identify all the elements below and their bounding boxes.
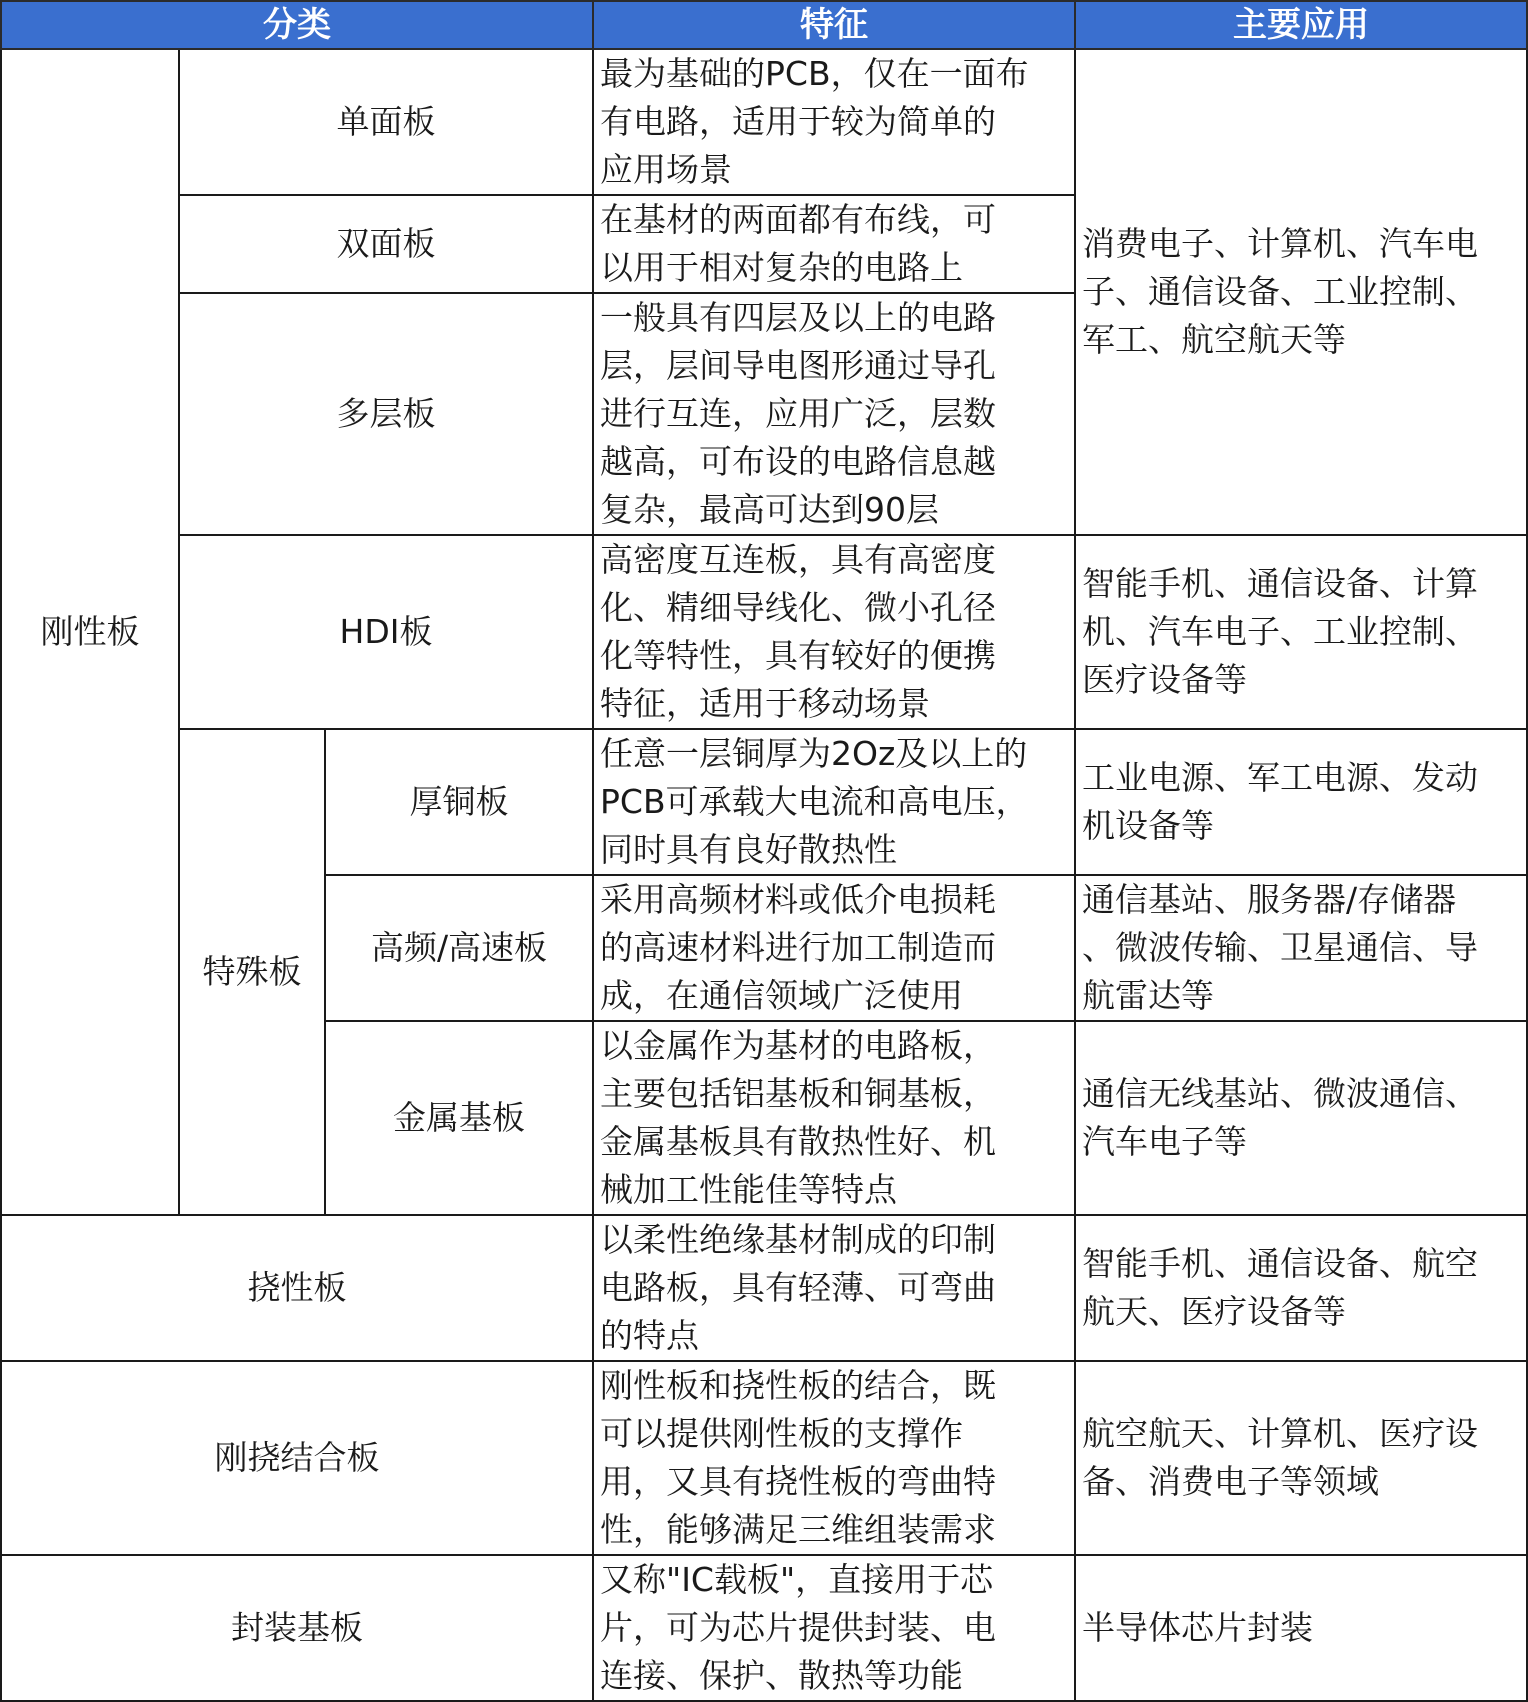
multi-cell: 多层板 xyxy=(179,293,593,535)
table-row xyxy=(1,49,1527,195)
metal-feature: 以金属作为基材的电路板， 主要包括铝基板和铜基板， 金属基板具有散热性好、机 械加工性能佳等特点 xyxy=(593,1021,1075,1215)
table-row xyxy=(1,729,1527,875)
table-row xyxy=(1,1361,1527,1555)
header-feature: 特征 xyxy=(593,1,1075,49)
high-freq-cell: 高频/高速板 xyxy=(325,875,593,1021)
hdi-feature: 高密度互连板，具有高密度 化、精细导线化、微小孔径 化等特性，具有较好的便携 特征，适用于移动场景 xyxy=(593,535,1075,729)
high-freq-application: 通信基站、服务器/存储器 、微波传输、卫星通信、导 航雷达等 xyxy=(1075,875,1527,1021)
flex-application: 智能手机、通信设备、航空 航天、医疗设备等 xyxy=(1075,1215,1527,1361)
double-cell: 双面板 xyxy=(179,195,593,293)
single-cell: 单面板 xyxy=(179,49,593,195)
header-application: 主要应用 xyxy=(1075,1,1527,49)
flex-feature: 以柔性绝缘基材制成的印制 电路板，具有轻薄、可弯曲 的特点 xyxy=(593,1215,1075,1361)
metal-application: 通信无线基站、微波通信、 汽车电子等 xyxy=(1075,1021,1527,1215)
header-row xyxy=(1,1,1527,49)
hdi-cell: HDI板 xyxy=(179,535,593,729)
thick-copper-cell: 厚铜板 xyxy=(325,729,593,875)
rigid-cell: 刚性板 xyxy=(1,49,179,1215)
single-feature: 最为基础的PCB，仅在一面布 有电路，适用于较为简单的 应用场景 xyxy=(593,49,1075,195)
thick-copper-feature: 任意一层铜厚为2Oz及以上的 PCB可承载大电流和高电压， 同时具有良好散热性 xyxy=(593,729,1075,875)
substrate-application: 半导体芯片封装 xyxy=(1075,1555,1527,1701)
rigid-flex-cell: 刚挠结合板 xyxy=(1,1361,593,1555)
multi-feature: 一般具有四层及以上的电路 层，层间导电图形通过导孔 进行互连，应用广泛，层数 越高，可布设的电路信息越 复杂，最高可达到90层 xyxy=(593,293,1075,535)
hdi-application: 智能手机、通信设备、计算 机、汽车电子、工业控制、 医疗设备等 xyxy=(1075,535,1527,729)
table-row xyxy=(1,1555,1527,1701)
flex-cell: 挠性板 xyxy=(1,1215,593,1361)
double-feature: 在基材的两面都有布线，可 以用于相对复杂的电路上 xyxy=(593,195,1075,293)
high-freq-feature: 采用高频材料或低介电损耗 的高速材料进行加工制造而 成，在通信领域广泛使用 xyxy=(593,875,1075,1021)
basic-application: 消费电子、计算机、汽车电 子、通信设备、工业控制、 军工、航空航天等 xyxy=(1075,49,1527,535)
rigid-flex-feature: 刚性板和挠性板的结合，既 可以提供刚性板的支撑作 用，又具有挠性板的弯曲特 性，能够满足三维组装需求 xyxy=(593,1361,1075,1555)
substrate-feature: 又称"IC载板"，直接用于芯 片，可为芯片提供封装、电 连接、保护、散热等功能 xyxy=(593,1555,1075,1701)
special-cell: 特殊板 xyxy=(179,729,325,1215)
thick-copper-application: 工业电源、军工电源、发动 机设备等 xyxy=(1075,729,1527,875)
rigid-flex-application: 航空航天、计算机、医疗设 备、消费电子等领域 xyxy=(1075,1361,1527,1555)
metal-cell: 金属基板 xyxy=(325,1021,593,1215)
header-category: 分类 xyxy=(1,1,593,49)
substrate-cell: 封装基板 xyxy=(1,1555,593,1701)
table-row xyxy=(1,1215,1527,1361)
table-row xyxy=(1,535,1527,729)
